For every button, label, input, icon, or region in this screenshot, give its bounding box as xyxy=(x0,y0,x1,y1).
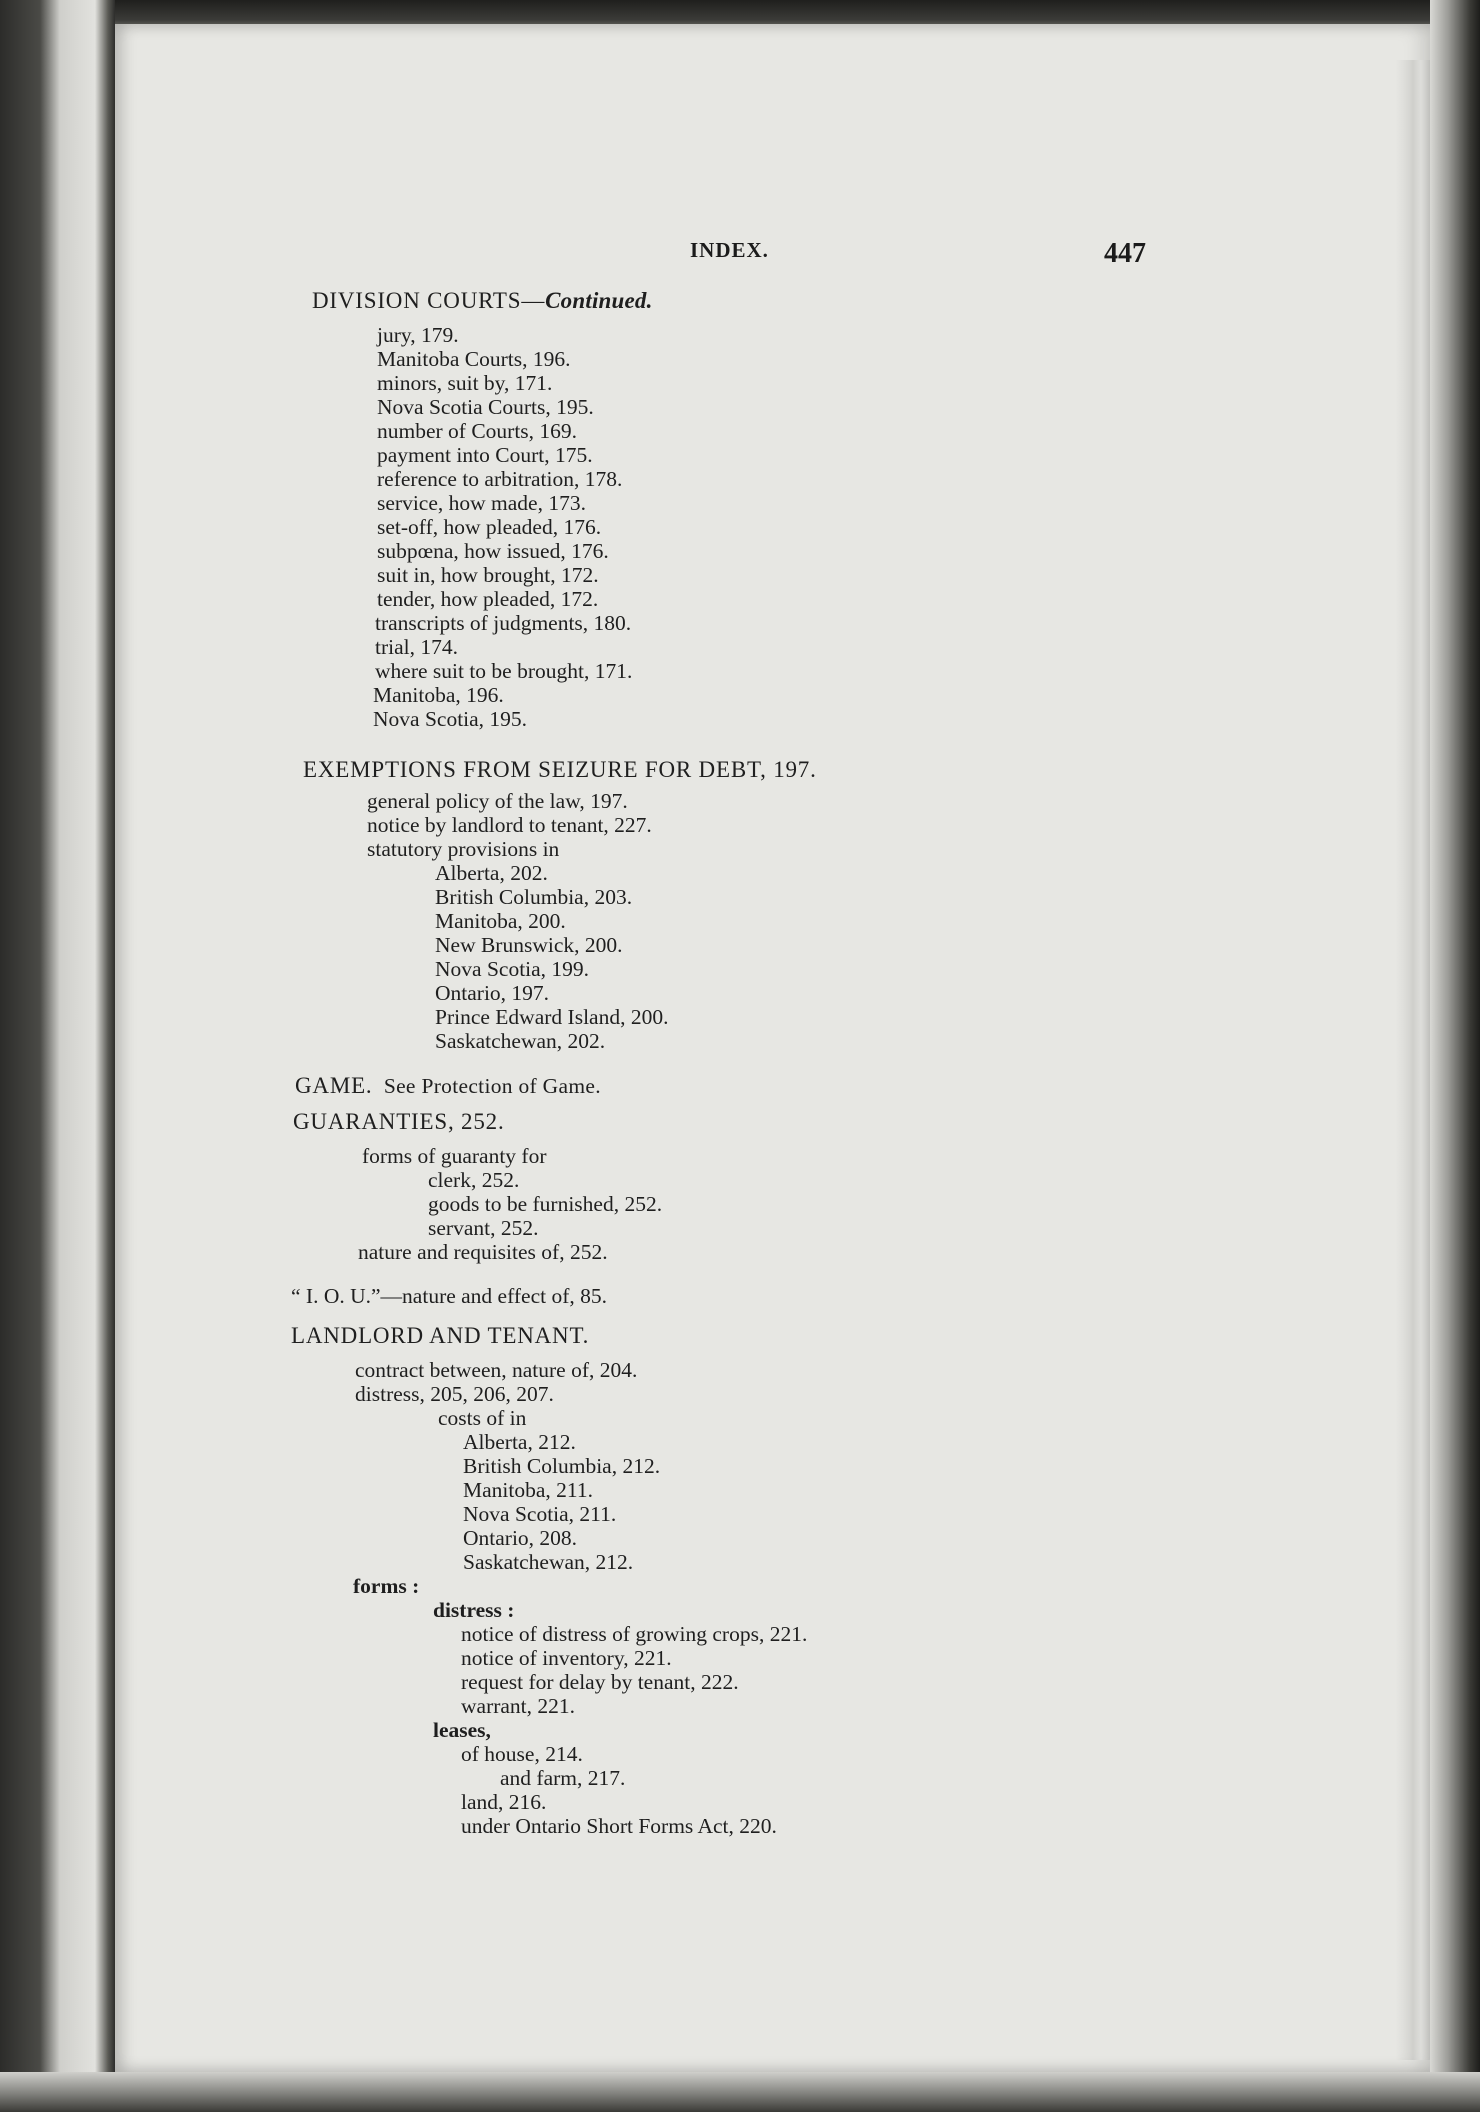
index-subentry xyxy=(433,1718,491,1742)
index-subentry xyxy=(463,1526,577,1550)
index-subentry xyxy=(435,981,549,1005)
entry-text: British Columbia, 203. xyxy=(435,885,633,909)
entry-text: of house, 214. xyxy=(461,1742,583,1766)
index-subentry xyxy=(438,1406,526,1430)
entry-text: Ontario, 208. xyxy=(463,1526,578,1550)
index-subentry xyxy=(377,467,622,491)
entry-text: minors, suit by, 171. xyxy=(377,371,553,395)
index-subentry xyxy=(435,1029,605,1053)
entry-text: tender, how pleaded, 172. xyxy=(377,587,599,611)
index-subentry xyxy=(428,1192,662,1216)
entry-text: notice of distress of growing crops, 221. xyxy=(461,1622,808,1646)
index-subentry xyxy=(377,539,609,563)
index-heading xyxy=(291,1284,607,1308)
entry-text: Manitoba, 196. xyxy=(373,683,504,707)
index-subentry xyxy=(435,957,589,981)
entry-text: reference to arbitration, 178. xyxy=(377,467,623,491)
index-subentry xyxy=(435,909,566,933)
entry-text: warrant, 221. xyxy=(461,1694,576,1718)
index-subentry xyxy=(375,611,631,635)
index-heading xyxy=(312,289,653,313)
entry-text: payment into Court, 175. xyxy=(377,443,593,467)
index-subentry xyxy=(377,443,593,467)
entry-text: British Columbia, 212. xyxy=(463,1454,661,1478)
index-subentry xyxy=(435,861,548,885)
index-heading xyxy=(303,758,817,782)
index-subentry xyxy=(373,683,504,707)
index-subentry xyxy=(500,1766,625,1790)
index-subentry xyxy=(367,789,628,813)
entry-text: statutory provisions in xyxy=(367,837,560,861)
entry-text: costs of in xyxy=(438,1406,527,1430)
index-subentry xyxy=(373,707,527,731)
entry-text: “ I. O. U.”—nature and effect of, 85. xyxy=(291,1284,608,1308)
index-subentry xyxy=(377,371,552,395)
index-subentry xyxy=(428,1216,538,1240)
entry-text: distress, 205, 206, 207. xyxy=(355,1382,554,1406)
index-heading xyxy=(293,1110,505,1134)
index-subentry xyxy=(428,1168,519,1192)
index-subentry xyxy=(463,1454,660,1478)
index-subentry xyxy=(355,1382,554,1406)
index-subentry xyxy=(461,1622,807,1646)
index-subentry xyxy=(377,491,586,515)
entry-text: and farm, 217. xyxy=(500,1766,626,1790)
index-subentry xyxy=(377,587,598,611)
see-reference: See Protection of Game. xyxy=(372,1074,601,1098)
entry-text: GAME. xyxy=(295,1073,373,1098)
entry-text: Saskatchewan, 212. xyxy=(463,1550,634,1574)
entry-text: leases, xyxy=(433,1718,491,1742)
index-subentry xyxy=(375,635,458,659)
index-subentry xyxy=(377,395,594,419)
continued-label: Continued. xyxy=(545,288,653,313)
entry-text: subpœna, how issued, 176. xyxy=(377,539,609,563)
index-subentry xyxy=(461,1646,672,1670)
index-subentry xyxy=(463,1502,616,1526)
index-subentry xyxy=(353,1574,419,1598)
index-subentry xyxy=(375,659,632,683)
entry-text: nature and requisites of, 252. xyxy=(358,1240,608,1264)
index-subentry xyxy=(362,1144,546,1168)
index-subentry xyxy=(367,837,559,861)
entry-text: distress : xyxy=(433,1598,515,1622)
index-subentry xyxy=(463,1478,593,1502)
index-heading xyxy=(295,1074,601,1098)
entry-text: notice by landlord to tenant, 227. xyxy=(367,813,652,837)
index-heading xyxy=(291,1324,589,1348)
entry-text: Ontario, 197. xyxy=(435,981,550,1005)
entry-text: DIVISION COURTS— xyxy=(312,288,546,313)
index-subentry xyxy=(435,933,623,957)
index-subentry xyxy=(367,813,652,837)
entry-text: LANDLORD AND TENANT. xyxy=(291,1323,590,1348)
entry-text: Nova Scotia, 199. xyxy=(435,957,590,981)
index-subentry xyxy=(377,419,577,443)
index-subentry xyxy=(435,885,632,909)
index-subentry xyxy=(433,1598,514,1622)
index-subentry xyxy=(377,323,459,347)
entry-text: jury, 179. xyxy=(377,323,459,347)
entry-text: land, 216. xyxy=(461,1790,547,1814)
entry-text: New Brunswick, 200. xyxy=(435,933,623,957)
index-subentry xyxy=(377,563,599,587)
index-subentry xyxy=(463,1550,633,1574)
entry-text: service, how made, 173. xyxy=(377,491,586,515)
entry-text: forms : xyxy=(353,1574,420,1598)
index-subentry xyxy=(463,1430,576,1454)
index-subentry xyxy=(461,1670,739,1694)
entry-text: Nova Scotia Courts, 195. xyxy=(377,395,594,419)
entry-text: request for delay by tenant, 222. xyxy=(461,1670,739,1694)
entry-text: Manitoba Courts, 196. xyxy=(377,347,571,371)
entry-text: Alberta, 202. xyxy=(435,861,548,885)
entry-text: number of Courts, 169. xyxy=(377,419,578,443)
index-subentry xyxy=(377,347,571,371)
entry-text: where suit to be brought, 171. xyxy=(375,659,633,683)
entry-text: under Ontario Short Forms Act, 220. xyxy=(461,1814,777,1838)
index-subentry xyxy=(435,1005,668,1029)
index-subentry xyxy=(377,515,601,539)
entry-text: Nova Scotia, 195. xyxy=(373,707,528,731)
entry-text: clerk, 252. xyxy=(428,1168,520,1192)
entry-text: GUARANTIES, 252. xyxy=(293,1109,505,1134)
index-subentry xyxy=(355,1358,637,1382)
entry-text: Alberta, 212. xyxy=(463,1430,576,1454)
index-subentry xyxy=(461,1742,583,1766)
entry-text: Manitoba, 211. xyxy=(463,1478,593,1502)
entry-text: servant, 252. xyxy=(428,1216,539,1240)
entry-text: Prince Edward Island, 200. xyxy=(435,1005,669,1029)
entry-text: trial, 174. xyxy=(375,635,458,659)
entry-text: Manitoba, 200. xyxy=(435,909,566,933)
entry-text: Nova Scotia, 211. xyxy=(463,1502,617,1526)
index-subentry xyxy=(461,1694,575,1718)
entry-text: notice of inventory, 221. xyxy=(461,1646,672,1670)
entry-text: forms of guaranty for xyxy=(362,1144,547,1168)
entry-text: EXEMPTIONS FROM SEIZURE FOR DEBT, 197. xyxy=(303,757,817,782)
index-subentry xyxy=(358,1240,608,1264)
entry-text: transcripts of judgments, 180. xyxy=(375,611,632,635)
entry-text: Saskatchewan, 202. xyxy=(435,1029,606,1053)
entry-text: contract between, nature of, 204. xyxy=(355,1358,638,1382)
running-header-title: INDEX. xyxy=(690,238,769,262)
entry-text: general policy of the law, 197. xyxy=(367,789,628,813)
index-subentry xyxy=(461,1814,777,1838)
entry-text: set-off, how pleaded, 176. xyxy=(377,515,602,539)
entry-text: goods to be furnished, 252. xyxy=(428,1192,663,1216)
page-number: 447 xyxy=(1104,238,1146,269)
index-subentry xyxy=(461,1790,546,1814)
entry-text: suit in, how brought, 172. xyxy=(377,563,599,587)
